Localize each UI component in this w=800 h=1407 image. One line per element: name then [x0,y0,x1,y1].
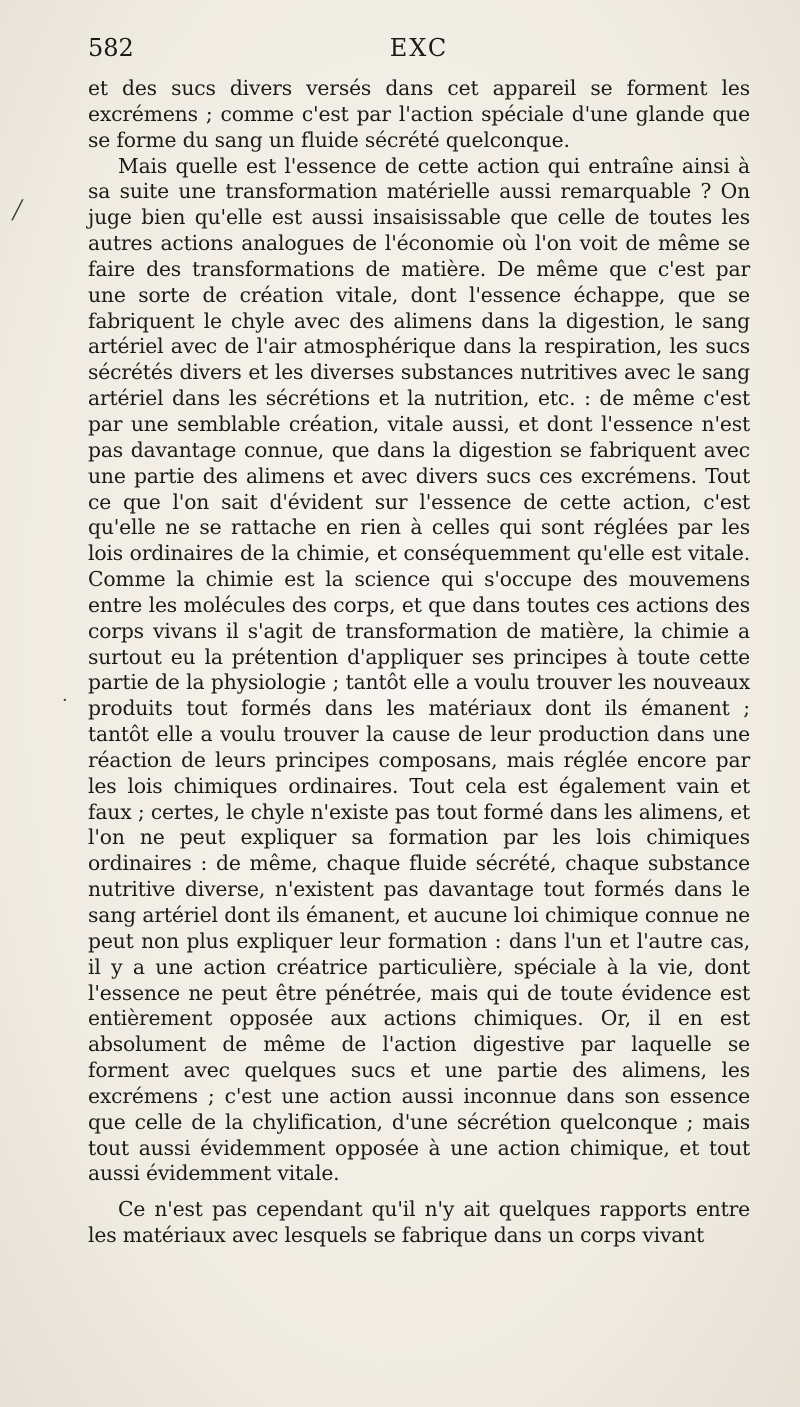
body-text [88,76,750,1249]
page-header [88,34,750,68]
paragraph: Mais quelle est l'essence de cette action qui entraîne ainsi à sa suite une transformation matérielle aussi remarquable ? On juge bien qu'elle est aussi insaisissable que celle de toutes les autres actions analogues de l'économie où l'on voit de même se faire des transformations de matière. De même que c'est par une sorte de création vitale, dont l'essence échappe, que se fabriquent le chyle avec des alimens dans la digestion, le sang artériel avec de l'air atmosphérique dans la respiration, les sucs sécrétés divers et les diverses substances nutritives avec le sang artériel dans les sécrétions et la nutrition, etc. : de même c'est par une semblable création, vitale aussi, et dont l'essence n'est pas davantage connue, que dans la digestion se fabriquent avec une partie des alimens et avec divers sucs ces excrémens. Tout ce que l'on sait d'évident sur l'essence de cette action, c'est qu'elle ne se rattache en rien à celles qui sont réglées par les lois ordinaires de la chimie, et conséquemment qu'elle est vitale. Comme la chimie est la science qui s'occupe des mouvemens entre les molécules des corps, et que dans toutes ces actions des corps vivans il s'agit de transformation de matière, la chimie a surtout eu la prétention d'appliquer ses principes à toute cette partie de la physiologie ; tantôt elle a voulu trouver les nouveaux produits tout formés dans les matériaux dont ils émanent ; tantôt elle a voulu trouver la cause de leur production dans une réaction de leurs principes composans, mais réglée encore par les lois chimiques ordinaires. Tout cela est également vain et faux ; certes, le chyle n'existe pas tout formé dans les alimens, et l'on ne peut expliquer sa formation par les lois chimiques ordinaires : de même, chaque fluide sécrété, chaque substance nutritive diverse, n'existent pas davantage tout formés dans le sang artériel dont ils émanent, et aucune loi chimique connue ne peut non plus expliquer leur formation : dans l'un et l'autre cas, il y a une action créatrice particulière, spéciale à la vie, dont l'essence ne peut être pénétrée, mais qui de toute évidence est entièrement opposée aux actions chimiques. Or, il en est absolument de même de l'action digestive par laquelle se forment avec quelques sucs et une partie des alimens, les excrémens ; c'est une action aussi inconnue dans son essence que celle de la chylification, d'une sécrétion quelconque ; mais tout aussi évidemment opposée à une action chimique, et tout aussi évidemment vitale. [88,153,750,1186]
page-number: 582 [88,34,134,62]
margin-mark: · [62,690,68,711]
paragraph: Ce n'est pas cependant qu'il n'y ait quelques rapports entre les matériaux avec lesquels se fabrique dans un corps vivant [88,1197,750,1248]
paragraph: et des sucs divers versés dans cet appareil se forment les excrémens ; comme c'est par l'action spéciale d'une glande que se forme du sang un fluide sécrété quelconque. [88,76,750,152]
margin-mark: ╱ [12,200,23,221]
running-head: EXC [389,34,449,62]
